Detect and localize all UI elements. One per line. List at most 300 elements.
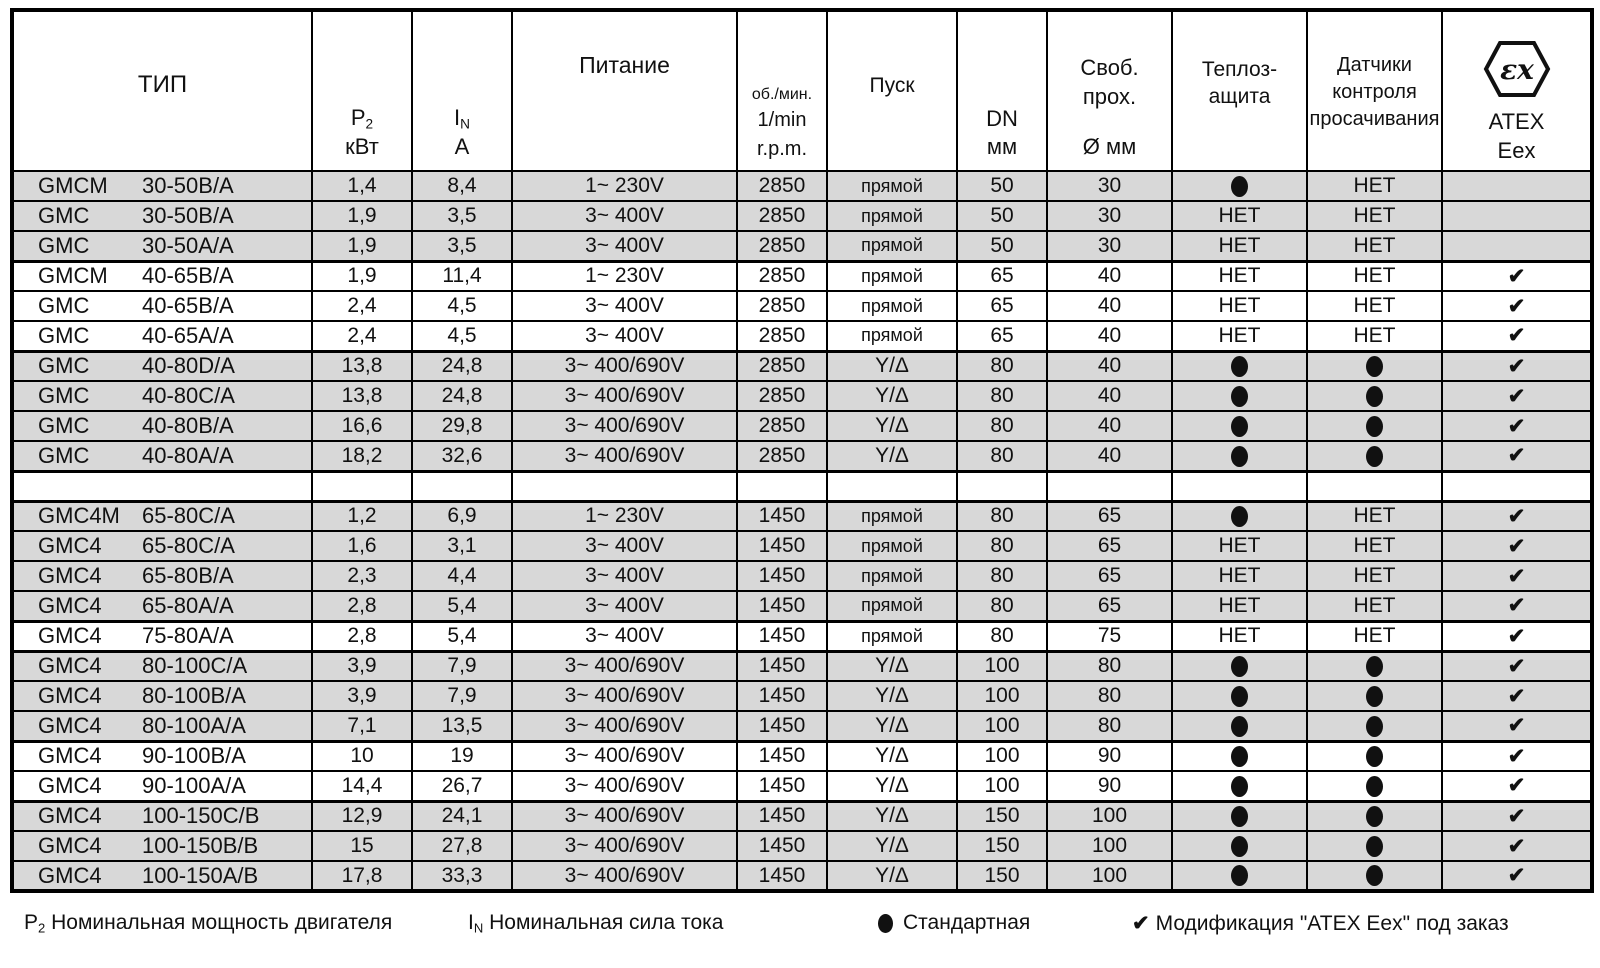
standard-dot-icon — [1231, 506, 1248, 527]
cell-leak-sensor: НЕТ — [1307, 531, 1442, 561]
cell-start: прямой — [827, 531, 957, 561]
cell-type: GMCM 30-50B/A — [12, 171, 312, 201]
standard-dot-icon — [1231, 356, 1248, 377]
atex-check-icon: ✔ — [1507, 294, 1526, 318]
cell-free-passage: 40 — [1047, 441, 1172, 471]
cell-start: Y/Δ — [827, 801, 957, 831]
cell-atex — [1442, 231, 1592, 261]
cell-type: GMC4 100-150C/B — [12, 801, 312, 831]
cell-dn: 100 — [957, 651, 1047, 681]
cell-in: 5,4 — [412, 591, 512, 621]
cell-in: 3,5 — [412, 231, 512, 261]
col-header-start: Пуск — [827, 10, 957, 171]
col-header-leak-sensors: Датчики контроля просачивания — [1307, 10, 1442, 171]
cell-dn — [957, 471, 1047, 501]
cell-type: GMC 40-65A/A — [12, 321, 312, 351]
cell-in: 24,8 — [412, 351, 512, 381]
table-row — [12, 621, 1592, 651]
cell-leak-sensor — [1307, 861, 1442, 891]
cell-atex — [1442, 471, 1592, 501]
atex-check-icon: ✔ — [1132, 912, 1150, 935]
cell-free-passage: 40 — [1047, 321, 1172, 351]
cell-rpm: 1450 — [737, 801, 827, 831]
cell-in: 11,4 — [412, 261, 512, 291]
cell-thermal: НЕТ — [1172, 291, 1307, 321]
cell-p2 — [312, 471, 412, 501]
cell-p2: 7,1 — [312, 711, 412, 741]
cell-dn: 150 — [957, 801, 1047, 831]
cell-atex — [1442, 441, 1592, 471]
cell-thermal — [1172, 831, 1307, 861]
cell-atex — [1442, 501, 1592, 531]
atex-check-icon: ✔ — [1507, 264, 1526, 288]
cell-p2: 2,3 — [312, 561, 412, 591]
cell-atex — [1442, 201, 1592, 231]
cell-start: Y/Δ — [827, 861, 957, 891]
cell-start: прямой — [827, 201, 957, 231]
cell-leak-sensor — [1307, 351, 1442, 381]
cell-rpm: 2850 — [737, 201, 827, 231]
cell-in: 19 — [412, 741, 512, 771]
col-header-thermal: Теплоз- ащита — [1172, 10, 1307, 171]
cell-rpm: 1450 — [737, 711, 827, 741]
cell-free-passage: 75 — [1047, 621, 1172, 651]
cell-free-passage: 40 — [1047, 291, 1172, 321]
cell-thermal — [1172, 651, 1307, 681]
cell-atex — [1442, 351, 1592, 381]
cell-type: GMC4 65-80A/A — [12, 591, 312, 621]
cell-type: GMC 40-80B/A — [12, 411, 312, 441]
cell-p2: 16,6 — [312, 411, 412, 441]
cell-rpm: 2850 — [737, 171, 827, 201]
cell-dn: 100 — [957, 711, 1047, 741]
cell-type: GMC4 65-80B/A — [12, 561, 312, 591]
atex-check-icon: ✔ — [1507, 324, 1526, 348]
cell-in: 3,1 — [412, 531, 512, 561]
cell-power: 3~ 400/690V — [512, 681, 737, 711]
cell-leak-sensor: НЕТ — [1307, 501, 1442, 531]
cell-thermal — [1172, 711, 1307, 741]
cell-start: прямой — [827, 261, 957, 291]
standard-dot-icon — [1366, 746, 1383, 767]
col-header-free-passage: Своб. прох. Ø мм — [1047, 10, 1172, 171]
cell-in: 4,4 — [412, 561, 512, 591]
cell-rpm: 1450 — [737, 831, 827, 861]
standard-dot-icon — [1231, 416, 1248, 437]
cell-rpm: 2850 — [737, 261, 827, 291]
cell-in: 29,8 — [412, 411, 512, 441]
legend-p2: $P_2$ Номинальная мощность двигателя — [24, 911, 393, 936]
cell-atex — [1442, 531, 1592, 561]
cell-leak-sensor: НЕТ — [1307, 321, 1442, 351]
cell-leak-sensor — [1307, 651, 1442, 681]
atex-check-icon: ✔ — [1507, 654, 1526, 678]
cell-thermal: НЕТ — [1172, 231, 1307, 261]
cell-rpm: 2850 — [737, 381, 827, 411]
cell-p2: 1,2 — [312, 501, 412, 531]
cell-free-passage: 100 — [1047, 861, 1172, 891]
cell-thermal — [1172, 861, 1307, 891]
standard-dot-icon — [1366, 836, 1383, 857]
standard-dot-icon — [1366, 686, 1383, 707]
cell-rpm: 1450 — [737, 591, 827, 621]
cell-atex — [1442, 321, 1592, 351]
cell-p2: 13,8 — [312, 351, 412, 381]
legend-in: $I_N$ Номинальная сила тока — [468, 911, 724, 936]
cell-atex — [1442, 291, 1592, 321]
cell-free-passage: 40 — [1047, 381, 1172, 411]
cell-atex — [1442, 261, 1592, 291]
cell-start: Y/Δ — [827, 651, 957, 681]
cell-in: 5,4 — [412, 621, 512, 651]
standard-dot-icon — [1366, 865, 1383, 886]
cell-free-passage: 30 — [1047, 231, 1172, 261]
cell-free-passage: 80 — [1047, 651, 1172, 681]
table-row — [12, 261, 1592, 291]
atex-check-icon: ✔ — [1507, 774, 1526, 798]
cell-leak-sensor: НЕТ — [1307, 171, 1442, 201]
cell-p2: 13,8 — [312, 381, 412, 411]
cell-start: Y/Δ — [827, 741, 957, 771]
cell-start: прямой — [827, 321, 957, 351]
atex-check-icon: ✔ — [1507, 804, 1526, 828]
cell-dn: 65 — [957, 291, 1047, 321]
standard-dot-icon — [1231, 176, 1248, 197]
cell-thermal — [1172, 381, 1307, 411]
cell-rpm: 2850 — [737, 351, 827, 381]
pump-spec-table — [10, 8, 1594, 893]
cell-free-passage: 30 — [1047, 171, 1172, 201]
table-row — [12, 531, 1592, 561]
cell-free-passage: 30 — [1047, 201, 1172, 231]
cell-power: 3~ 400/690V — [512, 861, 737, 891]
cell-p2: 3,9 — [312, 681, 412, 711]
cell-leak-sensor — [1307, 381, 1442, 411]
table-row — [12, 501, 1592, 531]
cell-type: GMC4M 65-80C/A — [12, 501, 312, 531]
cell-thermal — [1172, 471, 1307, 501]
cell-type: GMC 40-80C/A — [12, 381, 312, 411]
standard-dot-icon — [1366, 446, 1383, 467]
col-header-power: Питание — [512, 10, 737, 171]
cell-power: 3~ 400/690V — [512, 711, 737, 741]
cell-dn: 80 — [957, 411, 1047, 441]
table-row — [12, 561, 1592, 591]
cell-free-passage: 100 — [1047, 831, 1172, 861]
cell-in: 26,7 — [412, 771, 512, 801]
table-row — [12, 771, 1592, 801]
cell-rpm: 1450 — [737, 501, 827, 531]
cell-dn: 80 — [957, 591, 1047, 621]
cell-free-passage: 65 — [1047, 501, 1172, 531]
cell-type: GMC4 80-100B/A — [12, 681, 312, 711]
cell-thermal — [1172, 501, 1307, 531]
ex-hexagon-icon — [1483, 40, 1551, 98]
cell-dn: 80 — [957, 561, 1047, 591]
cell-p2: 1,6 — [312, 531, 412, 561]
cell-leak-sensor — [1307, 831, 1442, 861]
cell-start: прямой — [827, 561, 957, 591]
cell-dn: 65 — [957, 261, 1047, 291]
cell-start: прямой — [827, 291, 957, 321]
cell-start: прямой — [827, 621, 957, 651]
cell-rpm: 2850 — [737, 441, 827, 471]
legend-atex: ✔ Модификация "ATEX Eex" под заказ — [1132, 912, 1509, 935]
cell-start: Y/Δ — [827, 441, 957, 471]
cell-leak-sensor — [1307, 771, 1442, 801]
cell-thermal — [1172, 351, 1307, 381]
table-row — [12, 861, 1592, 891]
cell-thermal — [1172, 771, 1307, 801]
cell-atex — [1442, 171, 1592, 201]
cell-start: Y/Δ — [827, 351, 957, 381]
cell-dn: 50 — [957, 201, 1047, 231]
cell-thermal — [1172, 741, 1307, 771]
standard-dot-icon — [1366, 806, 1383, 827]
cell-power: 3~ 400/690V — [512, 381, 737, 411]
cell-in: 6,9 — [412, 501, 512, 531]
cell-leak-sensor — [1307, 471, 1442, 501]
cell-type: GMC 40-80D/A — [12, 351, 312, 381]
cell-power: 3~ 400/690V — [512, 831, 737, 861]
col-header-dn: DN мм — [957, 10, 1047, 171]
cell-rpm: 1450 — [737, 621, 827, 651]
cell-free-passage: 65 — [1047, 561, 1172, 591]
cell-start: Y/Δ — [827, 771, 957, 801]
cell-rpm: 2850 — [737, 231, 827, 261]
legend-standard: Стандартная — [878, 911, 1030, 935]
atex-check-icon: ✔ — [1507, 384, 1526, 408]
table-row — [12, 291, 1592, 321]
standard-dot-icon — [1366, 416, 1383, 437]
cell-free-passage: 80 — [1047, 681, 1172, 711]
table-header — [12, 10, 1592, 171]
cell-rpm: 1450 — [737, 861, 827, 891]
cell-start: прямой — [827, 231, 957, 261]
cell-power: 1~ 230V — [512, 501, 737, 531]
cell-free-passage: 80 — [1047, 711, 1172, 741]
cell-thermal — [1172, 441, 1307, 471]
table-row — [12, 351, 1592, 381]
table-row — [12, 381, 1592, 411]
cell-atex — [1442, 591, 1592, 621]
cell-in: 4,5 — [412, 291, 512, 321]
svg-text:εx: εx — [1499, 53, 1534, 86]
cell-free-passage: 90 — [1047, 741, 1172, 771]
standard-dot-icon — [1231, 716, 1248, 737]
cell-start: Y/Δ — [827, 831, 957, 861]
col-header-rpm: об./мин. 1/min r.p.m. — [737, 10, 827, 171]
cell-p2: 15 — [312, 831, 412, 861]
cell-atex — [1442, 381, 1592, 411]
cell-start: Y/Δ — [827, 381, 957, 411]
cell-p2: 10 — [312, 741, 412, 771]
cell-atex — [1442, 711, 1592, 741]
cell-dn: 80 — [957, 381, 1047, 411]
standard-dot-icon — [1366, 356, 1383, 377]
cell-start: прямой — [827, 171, 957, 201]
cell-p2: 1,9 — [312, 231, 412, 261]
cell-power: 3~ 400V — [512, 231, 737, 261]
cell-power: 3~ 400V — [512, 591, 737, 621]
table-row — [12, 801, 1592, 831]
cell-leak-sensor — [1307, 441, 1442, 471]
spacer-row — [12, 471, 1592, 501]
atex-check-icon: ✔ — [1507, 534, 1526, 558]
cell-dn: 80 — [957, 501, 1047, 531]
cell-thermal: НЕТ — [1172, 261, 1307, 291]
atex-check-icon: ✔ — [1507, 714, 1526, 738]
col-header-atex: εx ATEX Eex — [1442, 10, 1592, 171]
cell-thermal — [1172, 411, 1307, 441]
cell-rpm: 1450 — [737, 681, 827, 711]
cell-in: 4,5 — [412, 321, 512, 351]
cell-dn: 50 — [957, 171, 1047, 201]
cell-atex — [1442, 801, 1592, 831]
cell-rpm: 1450 — [737, 771, 827, 801]
cell-leak-sensor: НЕТ — [1307, 561, 1442, 591]
standard-dot-icon — [1231, 865, 1248, 886]
cell-p2: 17,8 — [312, 861, 412, 891]
cell-rpm: 2850 — [737, 291, 827, 321]
cell-p2: 2,4 — [312, 291, 412, 321]
cell-p2: 3,9 — [312, 651, 412, 681]
cell-leak-sensor: НЕТ — [1307, 261, 1442, 291]
cell-thermal — [1172, 681, 1307, 711]
standard-dot-icon — [1366, 716, 1383, 737]
cell-leak-sensor — [1307, 681, 1442, 711]
cell-dn: 80 — [957, 531, 1047, 561]
atex-check-icon: ✔ — [1507, 564, 1526, 588]
standard-dot-icon — [1231, 656, 1248, 677]
cell-atex — [1442, 831, 1592, 861]
cell-type: GMC 40-80A/A — [12, 441, 312, 471]
cell-power: 3~ 400/690V — [512, 411, 737, 441]
cell-thermal: НЕТ — [1172, 201, 1307, 231]
cell-p2: 2,8 — [312, 621, 412, 651]
col-header-type: ТИП — [12, 10, 312, 171]
cell-in: 32,6 — [412, 441, 512, 471]
cell-dn: 150 — [957, 861, 1047, 891]
cell-p2: 14,4 — [312, 771, 412, 801]
atex-check-icon: ✔ — [1507, 444, 1526, 468]
cell-free-passage: 90 — [1047, 771, 1172, 801]
cell-type: GMC4 100-150A/B — [12, 861, 312, 891]
col-header-in: $I_N$ A — [412, 10, 512, 171]
cell-power: 3~ 400V — [512, 291, 737, 321]
cell-power: 3~ 400V — [512, 201, 737, 231]
standard-dot-icon — [1231, 446, 1248, 467]
standard-dot-icon — [1231, 686, 1248, 707]
table-row — [12, 231, 1592, 261]
cell-in: 7,9 — [412, 681, 512, 711]
table-row — [12, 591, 1592, 621]
cell-type: GMC4 65-80C/A — [12, 531, 312, 561]
cell-atex — [1442, 411, 1592, 441]
cell-power: 3~ 400V — [512, 561, 737, 591]
cell-free-passage: 40 — [1047, 411, 1172, 441]
standard-dot-icon — [1231, 386, 1248, 407]
table-row — [12, 711, 1592, 741]
standard-dot-icon — [1231, 776, 1248, 797]
cell-dn: 50 — [957, 231, 1047, 261]
cell-in — [412, 471, 512, 501]
cell-leak-sensor — [1307, 801, 1442, 831]
footer-legend — [10, 907, 1590, 943]
cell-power: 3~ 400/690V — [512, 651, 737, 681]
cell-power: 1~ 230V — [512, 171, 737, 201]
cell-free-passage — [1047, 471, 1172, 501]
cell-leak-sensor: НЕТ — [1307, 231, 1442, 261]
cell-dn: 150 — [957, 831, 1047, 861]
cell-in: 13,5 — [412, 711, 512, 741]
cell-type: GMC4 75-80A/A — [12, 621, 312, 651]
cell-leak-sensor: НЕТ — [1307, 201, 1442, 231]
cell-rpm — [737, 471, 827, 501]
cell-atex — [1442, 861, 1592, 891]
atex-check-icon: ✔ — [1507, 684, 1526, 708]
cell-thermal — [1172, 171, 1307, 201]
cell-dn: 100 — [957, 741, 1047, 771]
cell-rpm: 1450 — [737, 531, 827, 561]
cell-leak-sensor — [1307, 411, 1442, 441]
cell-power: 3~ 400V — [512, 621, 737, 651]
cell-power — [512, 471, 737, 501]
cell-atex — [1442, 621, 1592, 651]
cell-free-passage: 100 — [1047, 801, 1172, 831]
cell-thermal: НЕТ — [1172, 591, 1307, 621]
cell-type: GMC 30-50A/A — [12, 231, 312, 261]
cell-type: GMC4 100-150B/B — [12, 831, 312, 861]
cell-p2: 1,9 — [312, 201, 412, 231]
cell-in: 24,8 — [412, 381, 512, 411]
cell-thermal — [1172, 801, 1307, 831]
cell-type: GMC4 90-100B/A — [12, 741, 312, 771]
cell-rpm: 1450 — [737, 651, 827, 681]
cell-power: 3~ 400/690V — [512, 351, 737, 381]
cell-free-passage: 40 — [1047, 261, 1172, 291]
cell-power: 1~ 230V — [512, 261, 737, 291]
cell-type: GMCM 40-65B/A — [12, 261, 312, 291]
table-row — [12, 831, 1592, 861]
table-row — [12, 321, 1592, 351]
cell-power: 3~ 400/690V — [512, 441, 737, 471]
atex-check-icon: ✔ — [1507, 864, 1526, 887]
cell-in: 33,3 — [412, 861, 512, 891]
cell-start: прямой — [827, 591, 957, 621]
col-header-p2: $P_2$ кВт — [312, 10, 412, 171]
table-row — [12, 741, 1592, 771]
cell-leak-sensor: НЕТ — [1307, 291, 1442, 321]
cell-dn: 80 — [957, 621, 1047, 651]
cell-thermal: НЕТ — [1172, 561, 1307, 591]
cell-rpm: 2850 — [737, 411, 827, 441]
cell-in: 27,8 — [412, 831, 512, 861]
cell-atex — [1442, 651, 1592, 681]
cell-atex — [1442, 681, 1592, 711]
cell-dn: 80 — [957, 441, 1047, 471]
cell-thermal: НЕТ — [1172, 531, 1307, 561]
cell-in: 8,4 — [412, 171, 512, 201]
atex-check-icon: ✔ — [1507, 624, 1526, 648]
cell-free-passage: 40 — [1047, 351, 1172, 381]
atex-check-icon: ✔ — [1507, 744, 1526, 768]
cell-power: 3~ 400/690V — [512, 801, 737, 831]
cell-atex — [1442, 771, 1592, 801]
standard-dot-icon — [878, 914, 893, 933]
table-row — [12, 441, 1592, 471]
standard-dot-icon — [1366, 656, 1383, 677]
